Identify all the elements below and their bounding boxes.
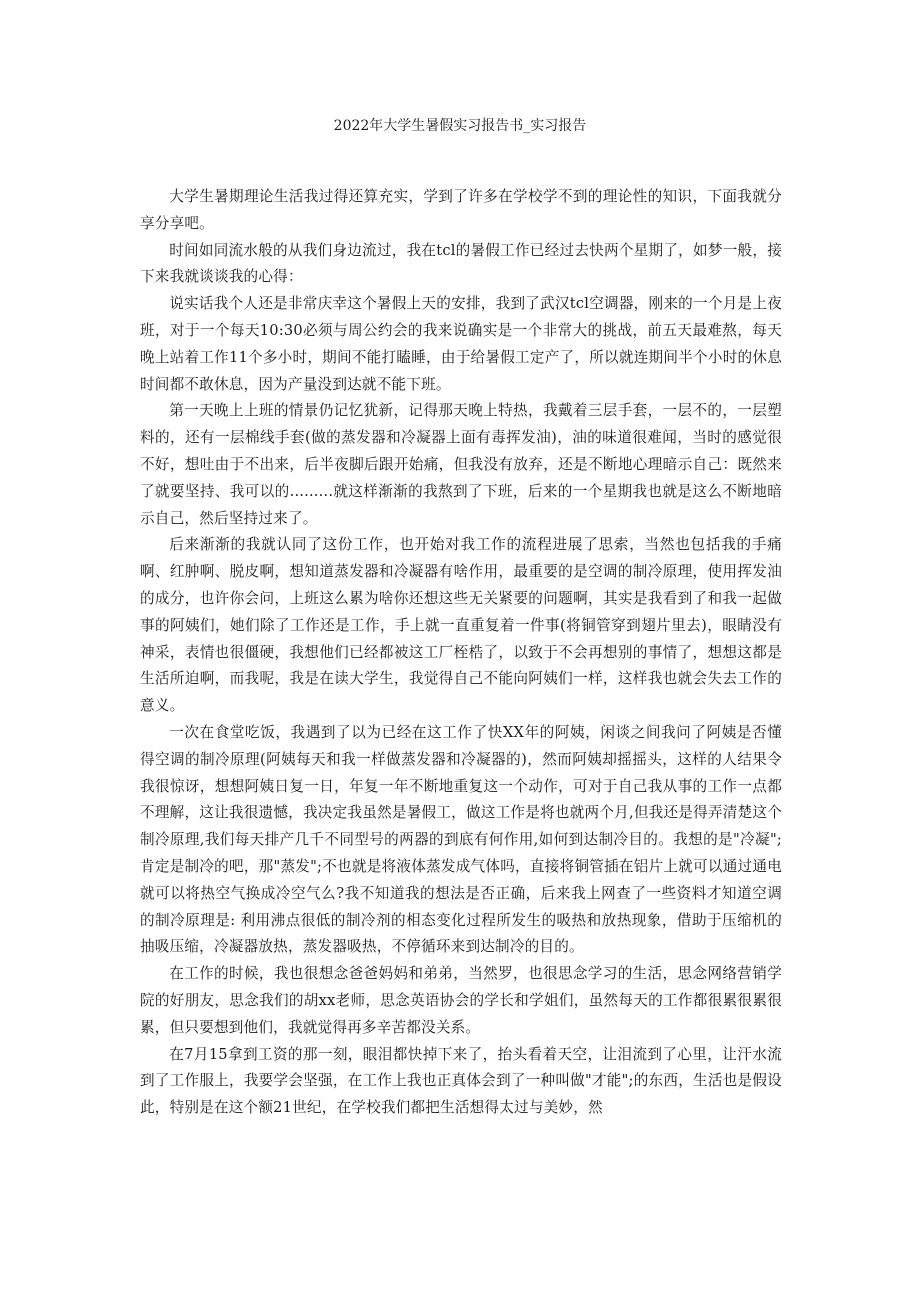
paragraph-1: 大学生暑期理论生活我过得还算充实，学到了许多在学校学不到的理论性的知识，下面我就分享分享吧。 [140, 188, 782, 232]
document-body [140, 184, 782, 1122]
paragraph-2: 时间如同流水般的从我们身边流过，我在tcl的暑假工作已经过去快两个星期了，如梦一般，接下来我就谈谈我的心得： [140, 241, 782, 286]
paragraph-8: 在7月15拿到工资的那一刻，眼泪都快掉下来了，抬头看着天空，让泪流到了心里，让汗水流到了工作服上，我要学会坚强，在工作上我也正真体会到了一种叫做"才能";的东西，生活也是假设此，特别是在这个额21世纪，在学校我们都把生活想得太过与美妙，然 [140, 1045, 782, 1117]
paragraph-6: 一次在食堂吃饭，我遇到了以为已经在这工作了快XX年的阿姨，闲谈之间我问了阿姨是否懂得空调的制冷原理(阿姨每天和我一样做蒸发器和冷凝器的)，然而阿姨却摇摇头，这样的人结果令我很惊讶，想想阿姨日复一日，年复一年不断地重复这一个动作，可对于自己我从事的工作一点都不理解，这让我很遗憾，我决定我虽然是暑假工，做这工作是将也就两个月,但我还是得弄清楚这个制冷原理,我们每天排产几千不同型号的两器的到底有何作用,如何到达制冷目的。我想的是"冷凝";肯定是制冷的吧，那"蒸发";不也就是将液体蒸发成气体吗，直接将铜管插在铝片上就可以通过通电就可以将热空气换成冷空气么?我不知道我的想法是否正确，后来我上网查了一些资料才知道空调的制冷原理是: 利用沸点很低的制冷剂的相态变化过程所发生的吸热和放热现象，借助于压缩机的抽吸压缩，冷凝器放热，蒸发器吸热，不停循环来到达制冷的目的。 [140, 723, 782, 956]
paragraph-4: 第一天晚上上班的情景仍记忆犹新，记得那天晚上特热，我戴着三层手套，一层不的，一层塑料的，还有一层棉线手套(做的蒸发器和冷凝器上面有毒挥发油)，油的味道很难闻，当时的感觉很不好，想吐由于不出来，后半夜脚后跟开始痛，但我没有放弃，还是不断地心理暗示自己：既然来了就要坚持、我可以的.........就这样渐渐的我熬到了下班，后来的一个星期我也就是这么不断地暗示自己，然后坚持过来了。 [140, 402, 782, 527]
paragraph-7: 在工作的时候，我也很想念爸爸妈妈和弟弟，当然罗，也很思念学习的生活，思念网络营销学院的好朋友，思念我们的胡xx老师，思念英语协会的学长和学姐们，虽然每天的工作都很累很累很累，但只要想到他们，我就觉得再多辛苦都没关系。 [140, 965, 782, 1036]
document-title: 2022年大学生暑假实习报告书_实习报告 [333, 118, 587, 134]
paragraph-5: 后来渐渐的我就认同了这份工作，也开始对我工作的流程进展了思索，当然也包括我的手痛啊、红肿啊、脱皮啊，想知道蒸发器和冷凝器有啥作用，最重要的是空调的制冷原理，使用挥发油的成分，也许你会问，上班这么累为啥你还想这些无关紧要的问题啊，其实是我看到了和我一起做事的阿姨们，她们除了工作还是工作，手上就一直重复着一件事(将铜管穿到翅片里去)，眼睛没有神采，表情也很僵硬，我想他们已经都被这工厂桎梏了，以致于不会再想别的事情了，想想这都是生活所迫啊，而我呢，我是在读大学生，我觉得自己不能向阿姨们一样，这样我也就会失去工作的意义。 [140, 536, 782, 715]
paragraph-3: 说实话我个人还是非常庆幸这个暑假上天的安排，我到了武汉tcl空调器，刚来的一个月是上夜班，对于一个每天10:30必须与周公约会的我来说确实是一个非常大的挑战，前五天最难熬，每天晚上站着工作11个多小时，期间不能打瞌睡，由于给暑假工定产了，所以就连期间半个小时的休息时间都不敢休息，因为产量没到达就不能下班。 [140, 295, 782, 393]
